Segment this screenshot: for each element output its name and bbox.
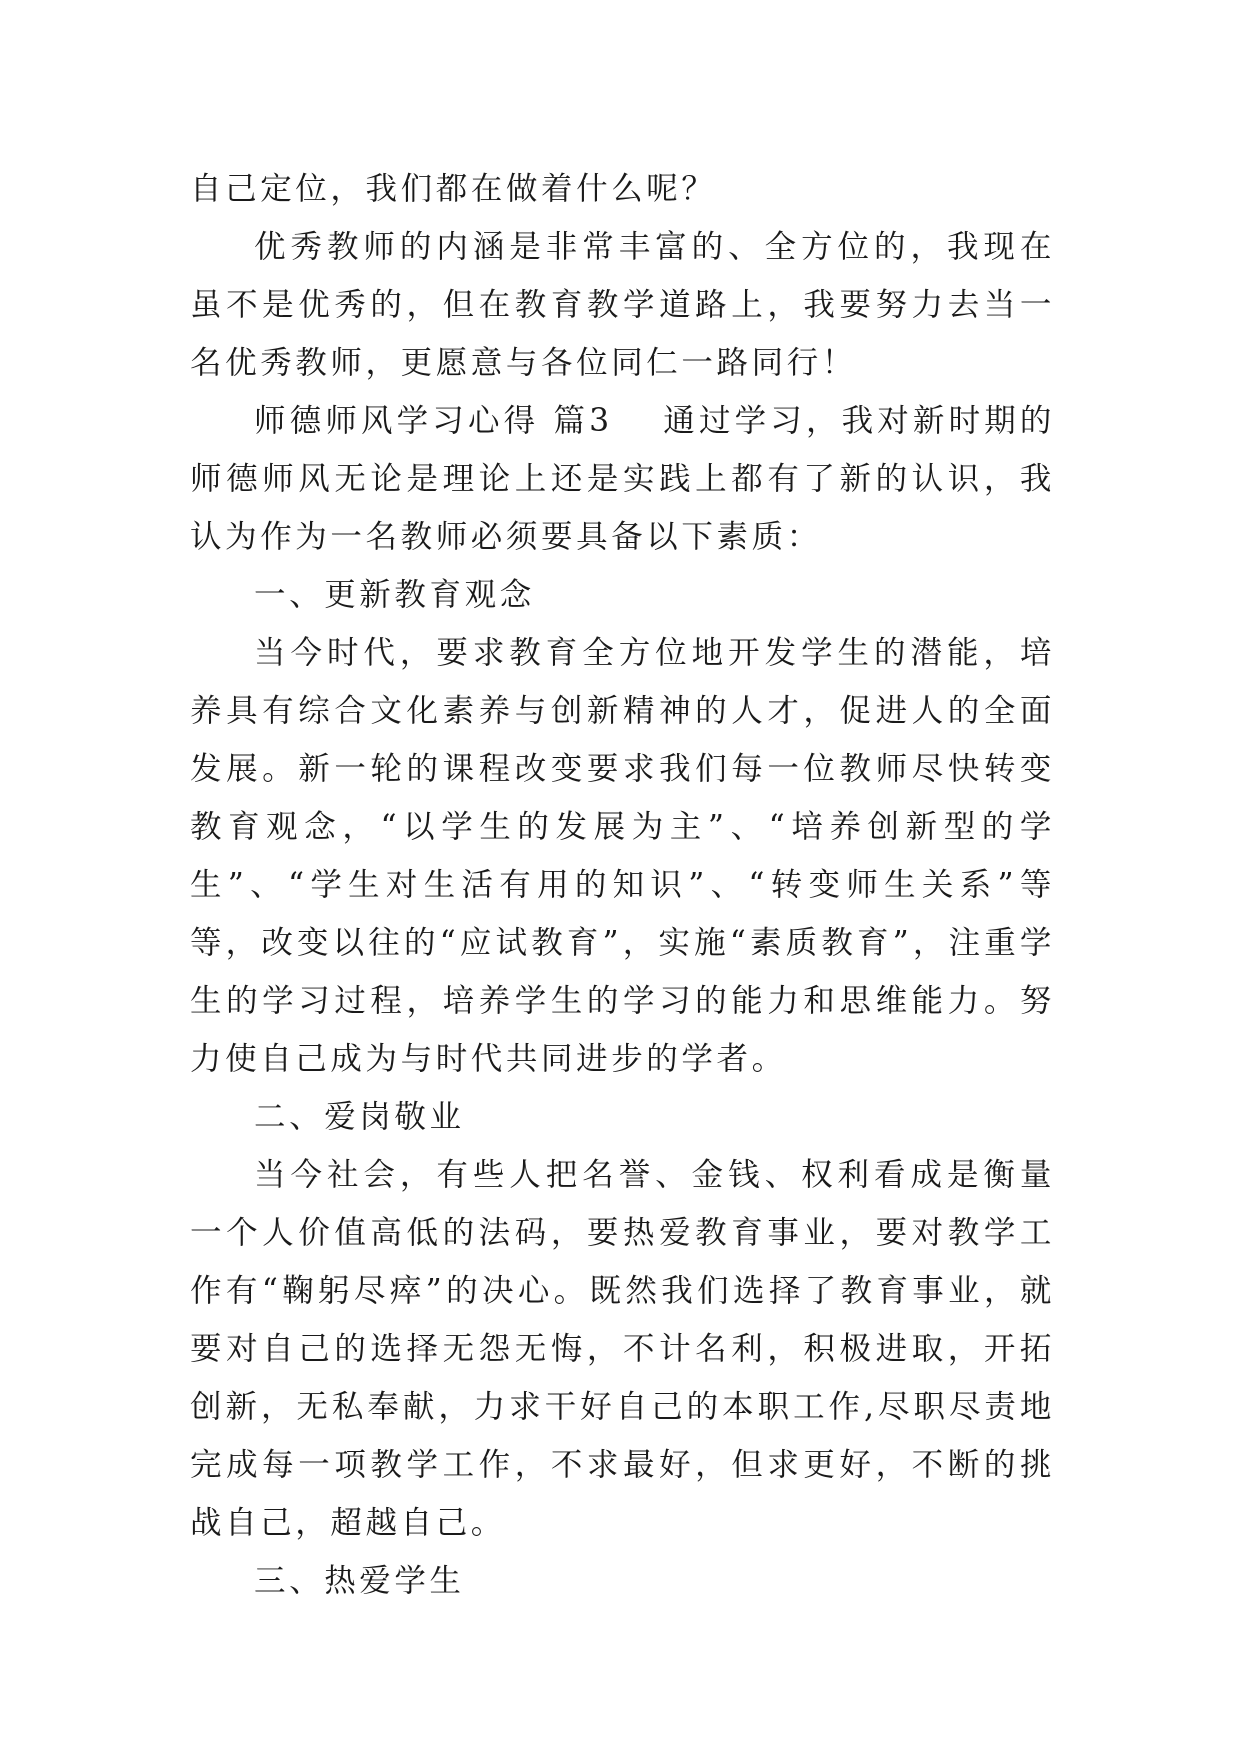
document-page [190,160,1055,1610]
heading-love-job: 二、爱岗敬业 [254,1099,465,1135]
section-title: 师德师风学习心得 篇3 [254,403,613,439]
paragraph-excellent-teacher: 优秀教师的内涵是非常丰富的、全方位的，我现在虽不是优秀的，但在教育教学道路上，我要努力去当一名优秀教师，更愿意与各位同仁一路同行！ [190,229,1055,381]
paragraph-continuation: 自己定位，我们都在做着什么呢？ [190,171,717,207]
paragraph-section-3 [190,392,1055,566]
paragraph-love-job: 当今社会，有些人把名誉、金钱、权利看成是衡量一个人价值高低的法码，要热爱教育事业，要对教学工作有“鞠躬尽瘁”的决心。既然我们选择了教育事业，就要对自己的选择无怨无悔，不计名利，积极进取，开拓创新，无私奉献，力求干好自己的本职工作,尽职尽责地完成每一项教学工作，不求最好，但求更好，不断的挑战自己，超越自己。 [190,1157,1055,1541]
section-3-body: 通过学习，我对新时期的师德师风无论是理论上还是实践上都有了新的认识，我认为作为一名教师必须要具备以下素质： [190,403,1055,555]
paragraph-update-concepts: 当今时代，要求教育全方位地开发学生的潜能，培养具有综合文化素养与创新精神的人才，促进人的全面发展。新一轮的课程改变要求我们每一位教师尽快转变教育观念，“以学生的发展为主”、“培养创新型的学生”、“学生对生活有用的知识”、“转变师生关系”等等，改变以往的“应试教育”，实施“素质教育”，注重学生的学习过程，培养学生的学习的能力和思维能力。努力使自己成为与时代共同进步的学者。 [190,635,1055,1077]
heading-update-concepts: 一、更新教育观念 [254,577,535,613]
heading-love-students: 三、热爱学生 [254,1563,465,1599]
